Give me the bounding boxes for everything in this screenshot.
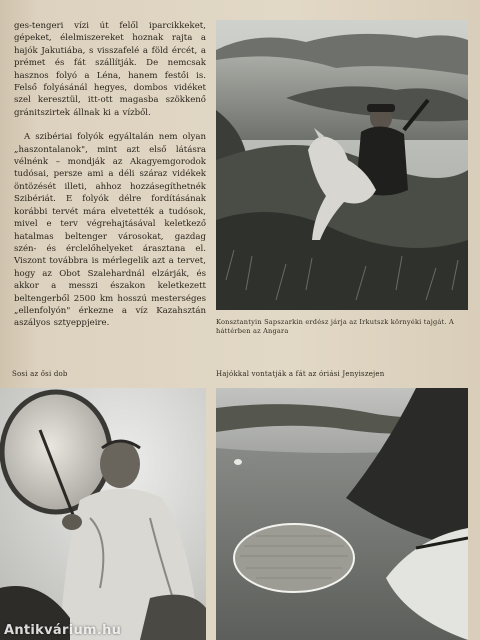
paragraph-2: A szibériai folyók egyáltalán nem olyan „haszontalanok", mint azt első látásra vélnénk – mondják az Akagyemgorodok tudósai, persze ami a déli száraz vidékek öntözését illeti, ahhoz hozzásegíthetnék Szibériát. E folyók délre fordításának korábbi tervét mára elvetették a tudósok, mivel e terv végrehajtásával keletkező hatalmas beltenger városokat, gazdag szén- és érclelőhelyeket árasztana el. Viszont továbbra is mérlegelik azt a tervet, hogy az Obot Szalehardnál elzárják, és akkor a messzi északon keletkezett beltengerből 2500 km hosszú mesterséges „ellenfolyón" érkezne a víz Kazahsztán aszályos sztyeppjeire. [14, 132, 206, 329]
paragraph-1: ges-tengeri vízi út felől iparcikkeket, gépeket, élelmiszereket hoznak rajta a hajók Jakutiába, s visszafelé a föld ércét, a prémet és fát szállítják. De nemcsak hasznos folyó a Léna, hanem festői is. Felső folyásánál hegyes, dombos vidéket szel keresztül, itt-ott magasba szökkenő gránitszirtek állnak ki a vízből. [14, 21, 206, 118]
site-watermark: Antikvárium.hu [4, 623, 122, 638]
caption-river-ship: Hajókkal vontatják a fát az óriási Jenyiszejen [216, 370, 385, 378]
caption-shaman: Sosi az ősi dob [12, 370, 68, 378]
river-ship-photo [216, 388, 468, 640]
shaman-drum-photo [0, 388, 206, 640]
caption-forester: Konsztantyin Sapszarkin erdész járja az Irkutszk környéki tajgát. A háttérben az Angara [216, 318, 454, 335]
body-text-column [14, 20, 206, 330]
forester-horse-photo [216, 20, 468, 310]
